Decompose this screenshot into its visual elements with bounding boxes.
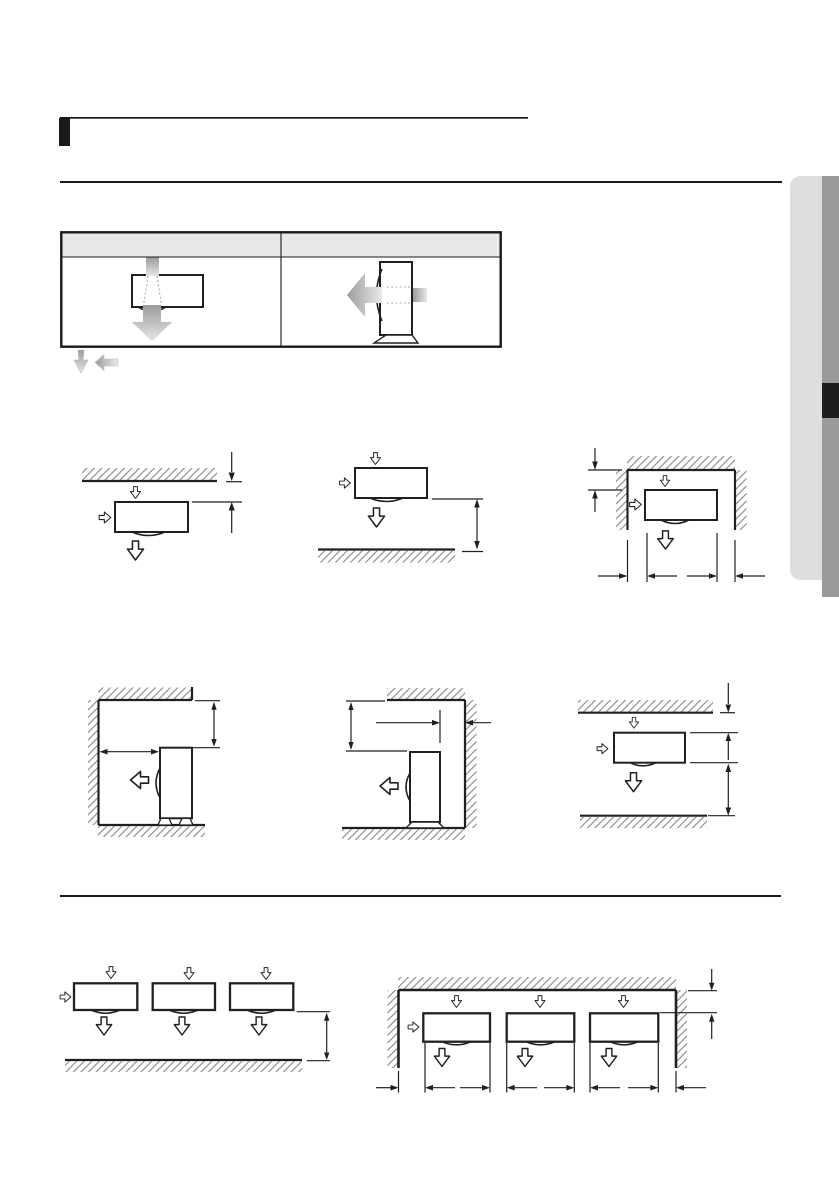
unit-foot	[158, 818, 172, 825]
title-block	[55, 110, 785, 190]
floor-hatching	[580, 817, 707, 829]
discharge-arrow-icon	[658, 531, 673, 549]
intake-arrow-top-icon	[370, 453, 380, 465]
intake-arrow-top-icon	[629, 717, 638, 728]
outdoor-unit	[74, 983, 137, 1010]
intake-arrow-top-icon	[660, 476, 669, 487]
left-wall-hatching	[88, 700, 98, 825]
fig-5-side-discharge-right-wall	[340, 683, 495, 843]
fig-6-ceiling-floor-clearance	[575, 683, 743, 833]
outdoor-unit-vertical	[160, 748, 192, 819]
outdoor-unit	[230, 983, 293, 1010]
fig-3-alcove-clearance	[585, 445, 770, 587]
airflow-table	[60, 231, 502, 348]
section-divider-rule	[60, 895, 781, 897]
airflow-legend	[70, 348, 128, 380]
unit-row	[60, 967, 293, 1035]
right-wall-hatching	[677, 990, 688, 1068]
outdoor-unit	[590, 1013, 658, 1041]
discharge-arrow-icon	[625, 773, 641, 792]
dimension-ceiling-gap	[346, 701, 407, 751]
intake-arrow-top-icon	[451, 996, 461, 1008]
outdoor-unit-vertical	[380, 262, 412, 335]
discharge-arrow-left-icon	[380, 778, 398, 795]
floor-hatching	[98, 826, 205, 837]
fig-4-side-discharge-left-wall	[85, 683, 225, 838]
title-marker-bar	[59, 118, 70, 146]
ceiling-hatching	[627, 456, 735, 469]
dimension-floor-gap	[432, 499, 483, 552]
right-wall-hatching	[466, 700, 477, 828]
fig-1-ceiling-clearance	[80, 445, 250, 567]
left-wall-hatching	[616, 470, 627, 530]
intake-arrow-side-icon	[630, 499, 642, 510]
floor-hatching	[65, 1061, 302, 1072]
dimension-wall-gap	[100, 749, 160, 755]
dimension-bottom-widths	[598, 533, 765, 582]
discharge-arrow-icon	[174, 1017, 189, 1035]
ceiling-hatching	[387, 688, 465, 700]
right-wall-hatching	[736, 470, 747, 530]
intake-arrow-top-icon	[130, 487, 140, 499]
intake-arrow-side-icon	[408, 1022, 419, 1032]
ceiling-hatching	[398, 977, 676, 990]
ceiling-hatching	[82, 468, 217, 481]
outdoor-unit-horizontal	[132, 275, 203, 307]
title-rule-top	[60, 117, 528, 119]
intake-arrow-side-icon	[597, 744, 608, 754]
outdoor-unit	[355, 468, 427, 498]
airflow-intake-gray-arrow-icon	[146, 258, 159, 277]
title-rule-bottom	[60, 181, 782, 183]
intake-arrow-top-icon	[535, 996, 545, 1008]
legend-left-arrow-icon	[95, 355, 118, 371]
outdoor-unit	[614, 733, 685, 763]
discharge-arrow-icon	[517, 1049, 532, 1067]
discharge-arrow-icon	[127, 541, 143, 560]
ceiling-hatching	[578, 700, 713, 712]
side-tab-light-band	[790, 176, 822, 580]
intake-arrow-top-icon	[184, 968, 194, 980]
fig-2-floor-clearance	[315, 448, 490, 573]
intake-arrow-side-icon	[340, 478, 351, 488]
unit-row	[408, 996, 658, 1067]
outdoor-unit	[115, 502, 188, 532]
discharge-arrow-icon	[368, 508, 384, 527]
floor-hatching	[342, 829, 465, 840]
dimension-spacing-bottom	[376, 1043, 706, 1093]
fig-8-row-of-units-enclosure	[370, 963, 730, 1096]
discharge-arrow-left-icon	[131, 772, 149, 789]
dimension-ceiling-gap	[193, 701, 220, 748]
side-tab-black-segment	[822, 383, 839, 418]
intake-arrow-top-icon	[618, 996, 628, 1008]
left-wall-hatching	[388, 990, 399, 1068]
outdoor-unit	[153, 983, 215, 1010]
airflow-intake-gray-stub-icon	[413, 288, 427, 302]
side-tab	[788, 174, 839, 600]
unit-foot	[179, 818, 193, 825]
outdoor-unit-vertical	[410, 752, 440, 822]
dimension-floor-gap	[297, 1012, 330, 1061]
intake-arrow-side-icon	[60, 992, 71, 1002]
discharge-arrow-icon	[251, 1017, 266, 1035]
dimension-ceiling-gap	[192, 452, 242, 533]
ceiling-hatching	[98, 688, 192, 700]
outdoor-unit	[423, 1013, 490, 1041]
intake-arrow-top-icon	[106, 967, 116, 979]
discharge-arrow-icon	[601, 1049, 616, 1067]
intake-arrow-top-icon	[261, 968, 271, 980]
discharge-arrow-icon	[96, 1017, 111, 1035]
fig-7-row-of-units-floor	[58, 960, 338, 1075]
unit-base-stand	[406, 822, 444, 828]
outdoor-unit	[645, 490, 717, 520]
outdoor-unit	[507, 1013, 575, 1041]
discharge-arrow-icon	[434, 1049, 449, 1067]
legend-down-arrow-icon	[74, 350, 88, 373]
intake-arrow-side-icon	[99, 512, 111, 523]
floor-hatching	[318, 551, 455, 563]
